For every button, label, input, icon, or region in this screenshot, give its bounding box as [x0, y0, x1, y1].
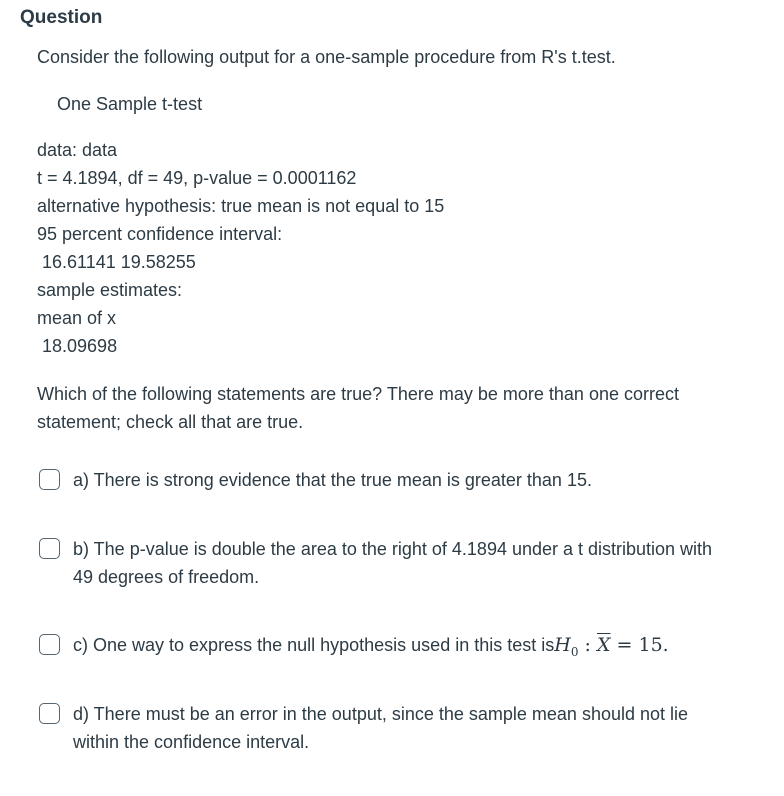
output-alternative-line: alternative hypothesis: true mean is not equal to 15	[37, 196, 445, 216]
output-estimate-name: mean of x	[37, 308, 117, 328]
question-prompt: Which of the following statements are true? There may be more than one correct statement; check all that are true.	[37, 384, 679, 432]
sample-mean-symbol: $\overline{X}$	[596, 634, 611, 656]
option-c-text: c) One way to express the null hypothesis used in this test is	[73, 635, 555, 655]
option-c-label[interactable]	[73, 631, 735, 666]
option-c-checkbox[interactable]	[39, 634, 60, 655]
option-a-label[interactable]: a) There is strong evidence that the true mean is greater than 15.	[73, 470, 592, 490]
option-c-math	[554, 634, 669, 659]
intro-text: Consider the following output for a one-sample procedure from R's t.test.	[37, 47, 616, 67]
option-b-label[interactable]: b) The p-value is double the area to the right of 4.1894 under a t distribution with 49 degrees of freedom.	[73, 539, 713, 587]
output-data-line: data: data	[37, 140, 118, 160]
output-stats-line: t = 4.1894, df = 49, p-value = 0.0001162	[37, 168, 357, 188]
option-d-checkbox[interactable]	[39, 703, 60, 724]
option-a-checkbox[interactable]	[39, 469, 60, 490]
math-equals-value: = 15.	[610, 634, 669, 656]
math-colon: :	[578, 634, 597, 656]
output-estimate-value: 18.09698	[42, 336, 118, 356]
null-hypothesis-symbol: H	[554, 634, 571, 656]
option-d-label[interactable]: d) There must be an error in the output, since the sample mean should not lie within the confidence interval.	[73, 704, 689, 752]
output-ci-values: 16.61141 19.58255	[42, 252, 196, 272]
option-b-checkbox[interactable]	[39, 538, 60, 559]
output-title: One Sample t-test	[57, 94, 203, 114]
question-heading: Question	[20, 7, 103, 28]
output-estimates-label: sample estimates:	[37, 280, 183, 300]
null-hypothesis-subscript: 0	[570, 644, 579, 659]
output-ci-label: 95 percent confidence interval:	[37, 224, 283, 244]
